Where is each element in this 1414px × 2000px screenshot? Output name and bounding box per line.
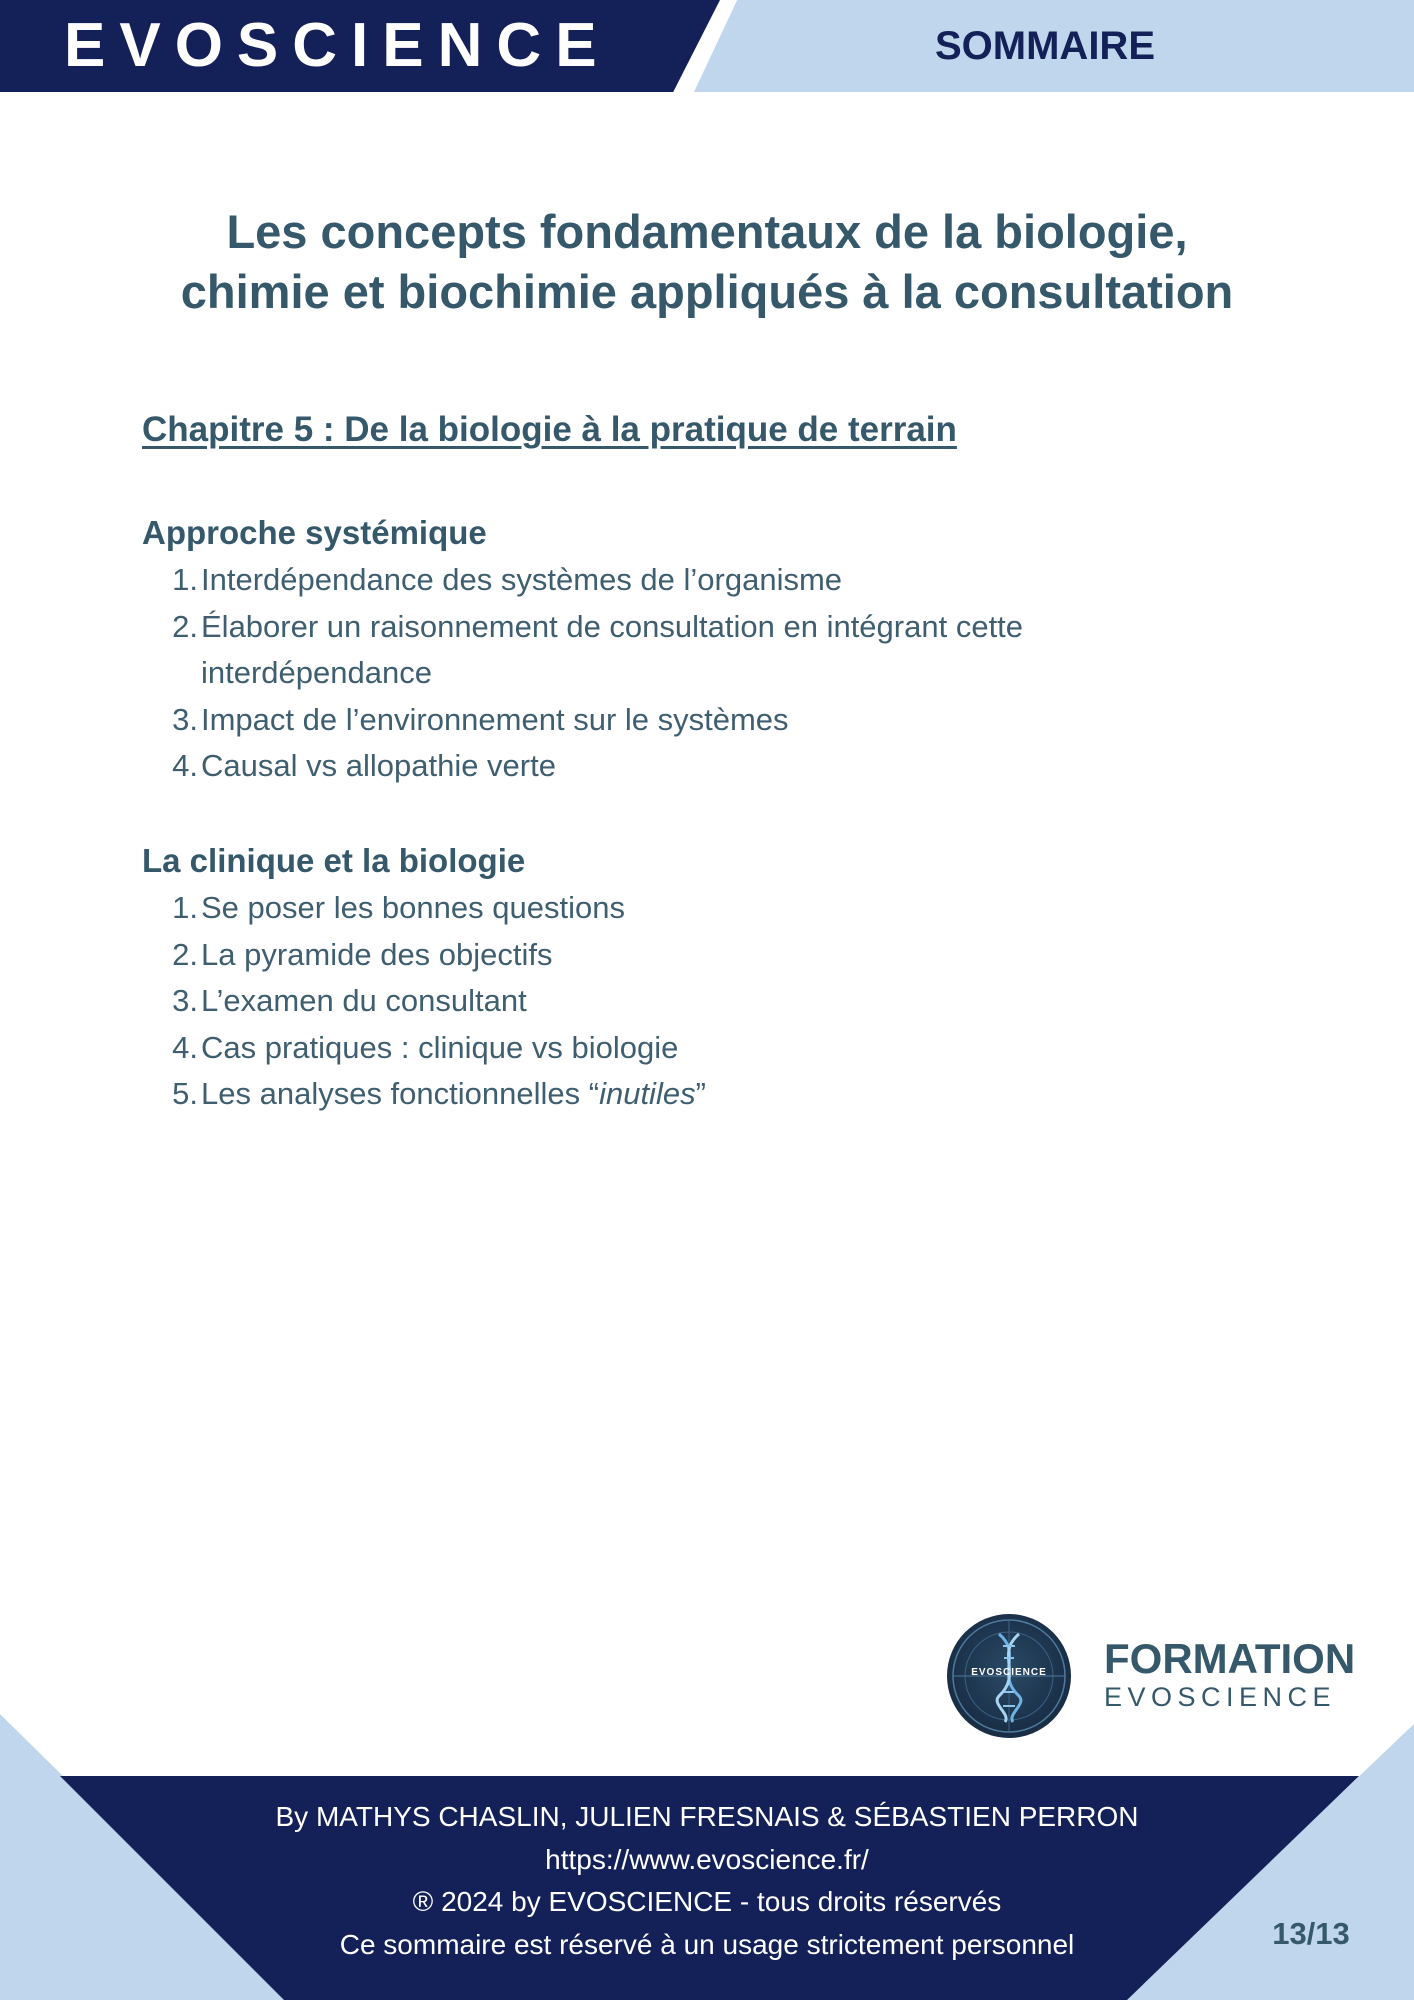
item-number: 1. xyxy=(172,562,198,597)
brand-wordmark: EVOSCIENCE xyxy=(64,11,611,80)
item-text-emphasis: inutiles xyxy=(599,1076,696,1111)
item-number: 4. xyxy=(172,1029,198,1065)
section-heading: Approche systémique xyxy=(142,514,487,551)
section-heading: La clinique et la biologie xyxy=(142,842,526,879)
list-item xyxy=(142,1025,1142,1072)
item-text: Interdépendance des systèmes de l’organisme xyxy=(201,562,843,597)
section-list xyxy=(142,885,1142,1118)
footer-copyright: ® 2024 by EVOSCIENCE - tous droits réservés xyxy=(412,1886,1002,1917)
item-text: La pyramide des objectifs xyxy=(201,936,553,972)
footer-text xyxy=(230,1796,1184,1966)
list-item xyxy=(142,932,1142,979)
item-text: Se poser les bonnes questions xyxy=(201,890,625,925)
item-text: Élaborer un raisonnement de consultation en intégrant cette interdépendance xyxy=(201,608,1024,690)
formation-title: FORMATION xyxy=(1104,1635,1356,1682)
item-number: 3. xyxy=(172,983,198,1018)
item-number: 1. xyxy=(172,890,198,925)
page-number: 13/13 xyxy=(1272,1916,1350,1951)
item-number: 4. xyxy=(172,748,198,783)
item-text xyxy=(201,1071,1142,1118)
footer-notice: Ce sommaire est réservé à un usage strictement personnel xyxy=(339,1928,1075,1960)
item-text: Cas pratiques : clinique vs biologie xyxy=(201,1029,679,1065)
item-number: 2. xyxy=(172,936,198,972)
footer-authors: By MATHYS CHASLIN, JULIEN FRESNAIS & SÉBASTIEN PERRON xyxy=(275,1801,1139,1832)
list-item xyxy=(142,743,1142,790)
logo-badge-text: EVOSCIENCE xyxy=(971,1667,1047,1678)
item-text: L’examen du consultant xyxy=(201,983,527,1018)
section-list xyxy=(142,557,1142,790)
list-item xyxy=(142,604,1142,697)
list-item xyxy=(142,697,1142,744)
item-text-start: Les analyses fonctionnelles “ xyxy=(201,1076,600,1111)
item-text: Causal vs allopathie verte xyxy=(201,748,556,783)
document-title xyxy=(100,202,1314,322)
item-text-end: ” xyxy=(695,1076,706,1111)
title-line-1: Les concepts fondamentaux de la biologie, xyxy=(226,205,1188,258)
section-clinique-biologie xyxy=(142,837,1142,1118)
title-line-2: chimie et biochimie appliqués à la consultation xyxy=(180,265,1234,318)
section-approche-systemique xyxy=(142,509,1142,790)
footer-url[interactable]: https://www.evoscience.fr/ xyxy=(545,1843,869,1875)
list-item xyxy=(142,978,1142,1025)
section-label: SOMMAIRE xyxy=(935,24,1155,68)
item-number: 3. xyxy=(172,701,198,737)
item-number: 5. xyxy=(172,1076,198,1111)
item-number: 2. xyxy=(172,608,198,644)
item-text: Impact de l’environnement sur le systèmes xyxy=(201,701,789,737)
chapter-heading: Chapitre 5 : De la biologie à la pratique de terrain xyxy=(142,410,957,449)
list-item xyxy=(142,885,1142,932)
formation-subtitle: EVOSCIENCE xyxy=(1104,1682,1337,1712)
list-item xyxy=(142,1071,1142,1118)
list-item xyxy=(142,557,1142,604)
